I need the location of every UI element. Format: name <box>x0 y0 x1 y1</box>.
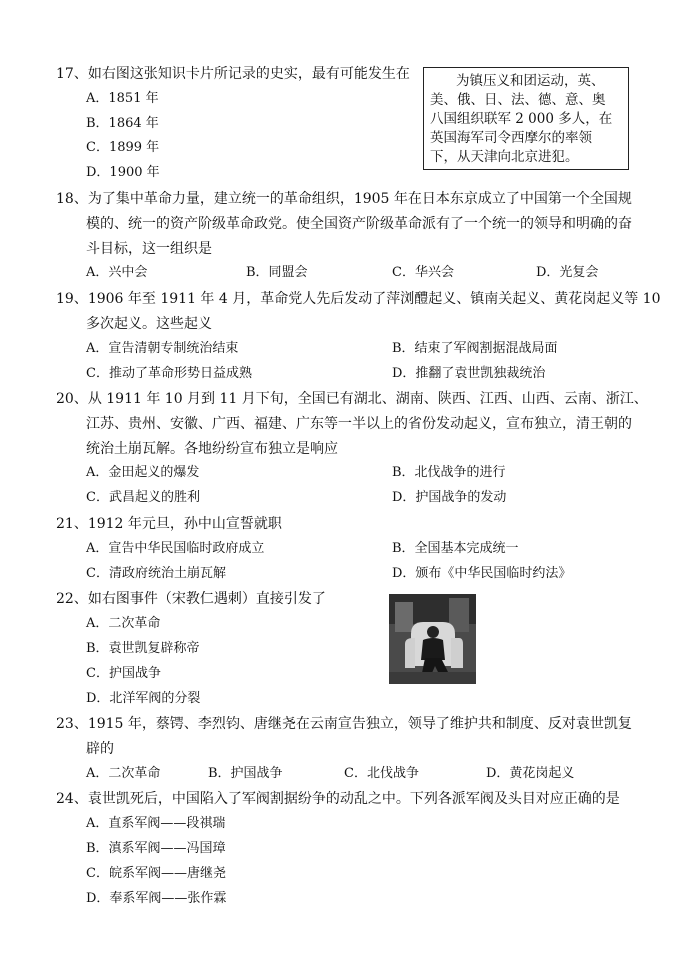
q17-option-d: D．1900 年 <box>86 165 160 180</box>
q21-stem: 21、1912 年元旦，孙中山宣誓就职 <box>56 516 282 532</box>
q19-line-2: 多次起义。这些起义 <box>86 316 212 332</box>
q21-option-b: B．全国基本完成统一 <box>392 541 519 556</box>
q19-option-c: C．推动了革命形势日益成熟 <box>86 366 252 381</box>
q23-option-c: C．北伐战争 <box>344 766 419 781</box>
q18-line-2: 模的、统一的资产阶级革命政党。使全国资产阶级革命派有了一个统一的领导和明确的奋 <box>86 216 632 232</box>
q17-option-c: C．1899 年 <box>86 140 160 155</box>
q23-option-b: B．护国战争 <box>208 766 283 781</box>
q17-option-a: A．1851 年 <box>86 91 159 106</box>
q24-option-d: D．奉系军阀——张作霖 <box>86 891 227 906</box>
q18-option-a: A．兴中会 <box>86 265 148 280</box>
q24-option-a: A．直系军阀——段祺瑞 <box>86 816 226 831</box>
q18-option-d: D．光复会 <box>536 265 599 280</box>
historical-photo <box>389 594 476 684</box>
q24-option-c: C．皖系军阀——唐继尧 <box>86 866 226 881</box>
q20-option-a: A．金田起义的爆发 <box>86 465 200 480</box>
q23-line-2: 辟的 <box>86 741 114 757</box>
q19-option-d: D．推翻了袁世凯独裁统治 <box>392 366 546 381</box>
q17-stem: 17、如右图这张知识卡片所记录的史实，最有可能发生在 <box>56 66 410 82</box>
q23-line-1: 23、1915 年，蔡锷、李烈钧、唐继尧在云南宣告独立，领导了维护共和制度、反对袁世凯复 <box>56 716 632 732</box>
q21-option-a: A．宣告中华民国临时政府成立 <box>86 541 265 556</box>
q17-option-b: B．1864 年 <box>86 116 159 131</box>
q21-option-d: D．颁布《中华民国临时约法》 <box>392 566 572 581</box>
q18-line-1: 18、为了集中革命力量，建立统一的革命组织，1905 年在日本东京成立了中国第一个全国规 <box>56 191 632 207</box>
card-line-3: 八国组织联军 2 000 多人，在 <box>430 111 613 127</box>
q23-option-a: A．二次革命 <box>86 766 161 781</box>
q18-option-c: C．华兴会 <box>392 265 454 280</box>
photo-illustration <box>389 594 476 684</box>
q22-option-d: D．北洋军阀的分裂 <box>86 691 201 706</box>
q21-option-c: C．清政府统治土崩瓦解 <box>86 566 226 581</box>
q18-line-3: 斗目标，这一组织是 <box>86 241 212 257</box>
q19-option-a: A．宣告清朝专制统治结束 <box>86 341 239 356</box>
knowledge-card <box>423 67 629 170</box>
q18-option-b: B．同盟会 <box>246 265 308 280</box>
card-line-4: 英国海军司令西摩尔的率领 <box>430 130 592 146</box>
q19-option-b: B．结束了军阀割据混战局面 <box>392 341 558 356</box>
q22-option-b: B．袁世凯复辟称帝 <box>86 641 200 656</box>
q20-option-c: C．武昌起义的胜利 <box>86 490 200 505</box>
q22-option-a: A．二次革命 <box>86 616 161 631</box>
q23-option-d: D．黄花岗起义 <box>486 766 575 781</box>
q22-stem: 22、如右图事件（宋教仁遇刺）直接引发了 <box>56 591 326 607</box>
card-line-2: 美、俄、日、法、德、意、奥 <box>430 92 606 108</box>
card-line-1: 为镇压义和团运动，英、 <box>456 73 605 89</box>
q22-option-c: C．护国战争 <box>86 666 161 681</box>
q20-option-d: D．护国战争的发动 <box>392 490 507 505</box>
card-line-5: 下，从天津向北京进犯。 <box>430 149 579 165</box>
q20-line-3: 统治土崩瓦解。各地纷纷宣布独立是响应 <box>86 441 338 457</box>
q20-line-2: 江苏、贵州、安徽、广西、福建、广东等一半以上的省份发动起义，宣布独立，清王朝的 <box>86 416 632 432</box>
q20-line-1: 20、从 1911 年 10 月到 11 月下旬，全国已有湖北、湖南、陕西、江西、山西、云南、浙江、 <box>56 391 648 407</box>
q19-line-1: 19、1906 年至 1911 年 4 月，革命党人先后发动了萍浏醴起义、镇南关起义、黄花岗起义等 10 <box>56 291 661 307</box>
q20-option-b: B．北伐战争的进行 <box>392 465 506 480</box>
q24-stem: 24、袁世凯死后，中国陷入了军阀割据纷争的动乱之中。下列各派军阀及头目对应正确的是 <box>56 791 620 807</box>
q24-option-b: B．滇系军阀——冯国璋 <box>86 841 226 856</box>
